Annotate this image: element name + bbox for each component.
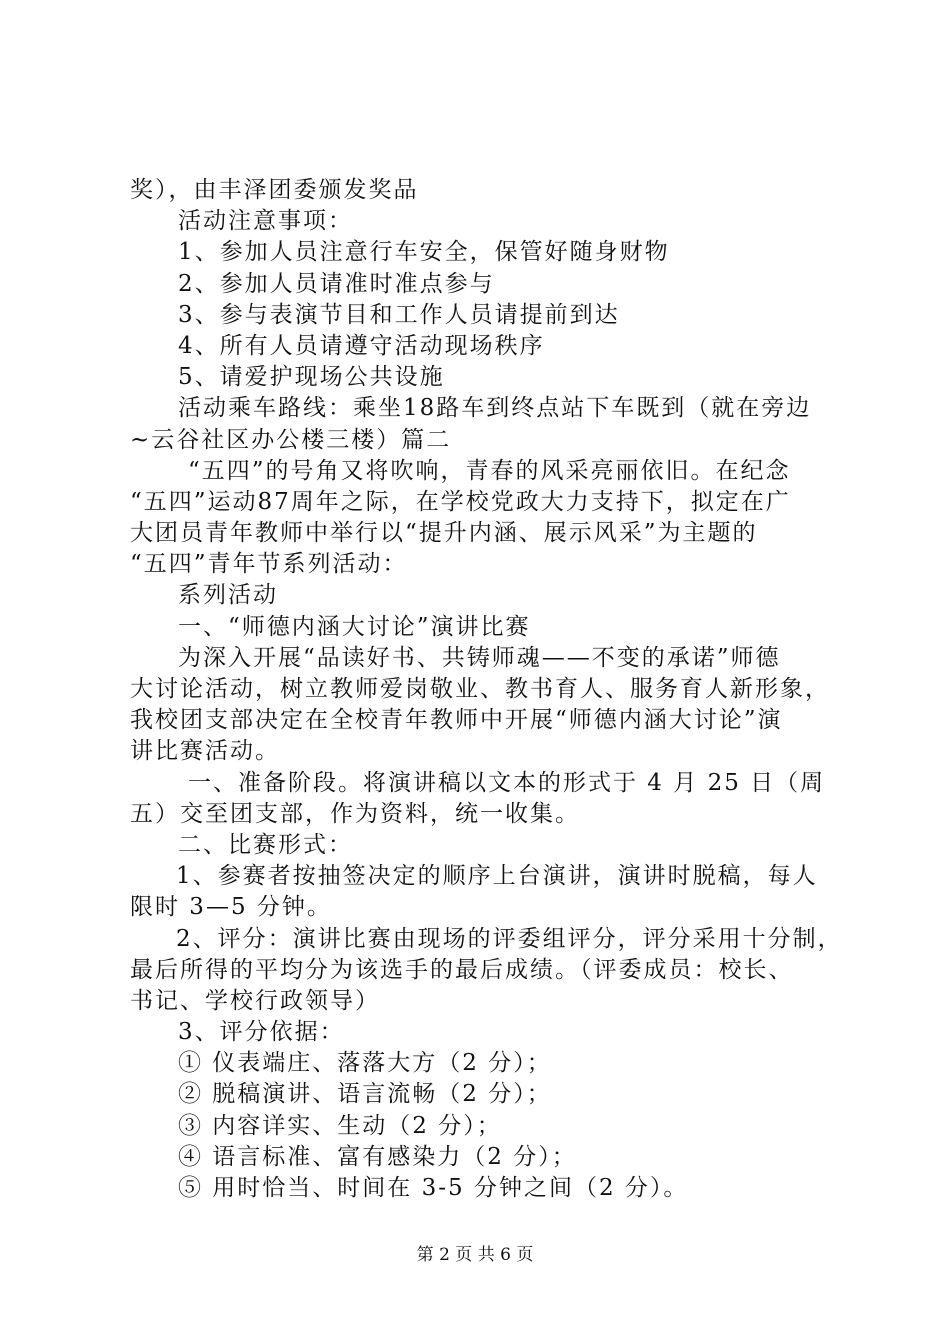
text-line: ① 仪表端庄、落落大方（2 分）； <box>178 1050 552 1077</box>
text-line: 2、参加人员请准时准点参与 <box>178 270 495 297</box>
text-line: 讲比赛活动。 <box>130 738 280 765</box>
text-line: ~云谷社区办公楼三楼）篇二 <box>130 426 452 453</box>
text-line: 一、“师德内涵大讨论”演讲比赛 <box>178 613 531 640</box>
text-line: 大讨论活动，树立教师爱岗敬业、教书育人、服务育人新形象， <box>130 676 830 702</box>
text-line: 活动乘车路线：乘坐18路车到终点站下车既到（就在旁边 <box>178 395 812 422</box>
text-line: 3、评分依据： <box>178 1019 345 1046</box>
text-line: 3、参与表演节目和工作人员请提前到达 <box>178 301 620 328</box>
text-line: 2、评分：演讲比赛由现场的评委组评分，评分采用十分制， <box>176 925 843 952</box>
text-line: 二、比赛形式： <box>178 831 353 858</box>
text-line: 最后所得的平均分为该选手的最后成绩。（评委成员：校长、 <box>130 956 794 983</box>
text-line: ④ 语言标准、富有感染力（2 分）； <box>178 1143 577 1170</box>
text-line: 一、准备阶段。将演讲稿以文本的形式于 4 月 25 日（周 <box>188 769 826 796</box>
text-line: 奖），由丰泽团委颁发奖品 <box>130 177 419 203</box>
text-line: 5、请爱护现场公共设施 <box>178 364 445 391</box>
text-line: ③ 内容详实、生动（2 分）； <box>178 1112 502 1139</box>
text-line: 1、参赛者按抽签决定的顺序上台演讲，演讲时脱稿，每人 <box>176 863 818 890</box>
document-body <box>130 175 843 1204</box>
text-line: ⑤ 用时恰当、时间在 3-5 分钟之间（2 分）。 <box>178 1175 689 1201</box>
text-line: “五四”运动87周年之际，在学校党政大力支持下，拟定在广 <box>130 488 791 515</box>
text-line: 1、参加人员注意行车安全，保管好随身财物 <box>178 239 670 266</box>
text-line: ② 脱稿演讲、语言流畅（2 分）； <box>178 1081 552 1108</box>
text-line: 书记、学校行政领导） <box>130 987 380 1014</box>
text-line: 活动注意事项： <box>178 208 353 235</box>
text-line: “五四”的号角又将吹响，青春的风采亮丽依旧。在纪念 <box>188 457 791 484</box>
text-line: 限时 3—5 分钟。 <box>130 894 332 921</box>
text-line: 为深入开展“品读好书、共铸师魂——不变的承诺”师德 <box>178 644 781 671</box>
text-line: 4、所有人员请遵守活动现场秩序 <box>178 332 545 359</box>
text-line: 五）交至团支部，作为资料，统一收集。 <box>130 800 580 827</box>
page-footer: 第 2 页 共 6 页 <box>416 1245 534 1265</box>
text-line: “五四”青年节系列活动： <box>130 551 408 578</box>
text-line: 系列活动 <box>178 582 278 609</box>
text-line: 大团员青年教师中举行以“提升内涵、展示风采”为主题的 <box>130 520 758 547</box>
text-line: 我校团支部决定在全校青年教师中开展“师德内涵大讨论”演 <box>130 707 783 734</box>
